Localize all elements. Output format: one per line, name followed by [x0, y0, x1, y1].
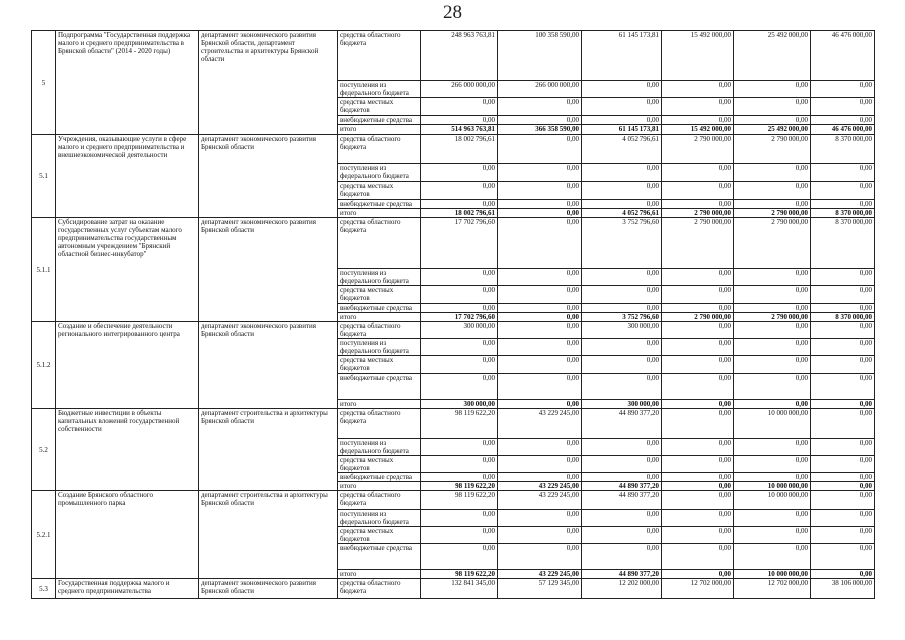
- funding-source: поступления из федерального бюджета: [338, 339, 421, 356]
- amount-cell: 0,00: [498, 313, 582, 322]
- amount-cell: 0,00: [582, 439, 662, 456]
- funding-source: средства местных бюджетов: [338, 456, 421, 473]
- row-name: Создание Брянского областного промышленного парка: [56, 491, 199, 579]
- amount-cell: 0,00: [498, 218, 582, 269]
- funding-source: средства местных бюджетов: [338, 286, 421, 304]
- funding-source: внебюджетные средства: [338, 473, 421, 482]
- amount-cell: 0,00: [421, 164, 498, 182]
- amount-cell: 0,00: [582, 456, 662, 473]
- amount-cell: 0,00: [734, 510, 811, 527]
- table-body: [32, 31, 875, 599]
- amount-cell: 0,00: [734, 116, 811, 125]
- amount-cell: 2 790 000,00: [662, 313, 734, 322]
- amount-cell: 0,00: [811, 322, 875, 339]
- amount-cell: 0,00: [662, 491, 734, 510]
- amount-cell: 0,00: [811, 570, 875, 579]
- amount-cell: 0,00: [498, 527, 582, 544]
- amount-cell: 0,00: [498, 473, 582, 482]
- funding-source: средства местных бюджетов: [338, 527, 421, 544]
- amount-cell: 0,00: [734, 286, 811, 304]
- amount-cell: 17 702 796,60: [421, 218, 498, 269]
- row-executor: департамент экономического развития Брянской области: [199, 218, 338, 322]
- amount-cell: 0,00: [662, 409, 734, 439]
- amount-cell: 132 841 345,00: [421, 579, 498, 599]
- amount-cell: 44 890 377,20: [582, 409, 662, 439]
- amount-cell: 0,00: [498, 400, 582, 409]
- amount-cell: 44 890 377,20: [582, 570, 662, 579]
- amount-cell: 8 370 000,00: [811, 218, 875, 269]
- row-executor: департамент строительства и архитектуры Брянской области: [199, 409, 338, 491]
- amount-cell: 0,00: [662, 200, 734, 209]
- amount-cell: 10 000 000,00: [734, 491, 811, 510]
- funding-source: внебюджетные средства: [338, 116, 421, 125]
- amount-cell: 43 229 245,00: [498, 491, 582, 510]
- page-number: 28: [443, 2, 462, 23]
- amount-cell: 0,00: [811, 510, 875, 527]
- row-executor: департамент экономического развития Брянской области: [199, 579, 338, 599]
- amount-cell: 12 202 000,00: [582, 579, 662, 599]
- funding-source: поступления из федерального бюджета: [338, 81, 421, 98]
- amount-cell: 0,00: [811, 81, 875, 98]
- amount-cell: 25 492 000,00: [734, 31, 811, 81]
- amount-cell: 0,00: [662, 182, 734, 200]
- amount-cell: 0,00: [811, 409, 875, 439]
- amount-cell: 0,00: [811, 116, 875, 125]
- amount-cell: 0,00: [734, 374, 811, 400]
- amount-cell: 0,00: [582, 269, 662, 286]
- amount-cell: 98 119 622,20: [421, 570, 498, 579]
- amount-cell: 0,00: [734, 182, 811, 200]
- funding-source: средства областного бюджета: [338, 491, 421, 510]
- funding-source: итого: [338, 313, 421, 322]
- funding-source: итого: [338, 482, 421, 491]
- amount-cell: 0,00: [662, 527, 734, 544]
- table-row: [32, 409, 875, 439]
- table-row: [32, 31, 875, 81]
- amount-cell: 0,00: [498, 200, 582, 209]
- amount-cell: 0,00: [421, 473, 498, 482]
- row-executor: департамент экономического развития Брянской области, департамент строительства и архитектуры Брянской области: [199, 31, 338, 135]
- amount-cell: 0,00: [811, 374, 875, 400]
- amount-cell: 0,00: [662, 570, 734, 579]
- amount-cell: 266 000 000,00: [498, 81, 582, 98]
- amount-cell: 0,00: [734, 544, 811, 570]
- amount-cell: 0,00: [498, 182, 582, 200]
- amount-cell: 10 000 000,00: [734, 570, 811, 579]
- amount-cell: 10 000 000,00: [734, 409, 811, 439]
- amount-cell: 0,00: [662, 269, 734, 286]
- amount-cell: 0,00: [582, 81, 662, 98]
- amount-cell: 2 790 000,00: [662, 209, 734, 218]
- amount-cell: 0,00: [734, 200, 811, 209]
- funding-source: итого: [338, 400, 421, 409]
- amount-cell: 0,00: [421, 98, 498, 116]
- amount-cell: 0,00: [582, 356, 662, 374]
- amount-cell: 0,00: [498, 510, 582, 527]
- amount-cell: 0,00: [811, 164, 875, 182]
- amount-cell: 12 702 000,00: [734, 579, 811, 599]
- amount-cell: 248 963 763,81: [421, 31, 498, 81]
- table-row: [32, 135, 875, 164]
- amount-cell: 0,00: [498, 135, 582, 164]
- budget-table-container: [31, 30, 874, 599]
- amount-cell: 0,00: [582, 164, 662, 182]
- amount-cell: 0,00: [811, 339, 875, 356]
- funding-source: средства областного бюджета: [338, 135, 421, 164]
- funding-source: внебюджетные средства: [338, 200, 421, 209]
- amount-cell: 0,00: [662, 473, 734, 482]
- amount-cell: 0,00: [498, 98, 582, 116]
- amount-cell: 0,00: [734, 322, 811, 339]
- amount-cell: 0,00: [662, 439, 734, 456]
- amount-cell: 0,00: [582, 304, 662, 313]
- amount-cell: 0,00: [734, 81, 811, 98]
- amount-cell: 0,00: [421, 116, 498, 125]
- table-row: [32, 579, 875, 599]
- row-executor: департамент строительства и архитектуры Брянской области: [199, 491, 338, 579]
- amount-cell: 2 790 000,00: [662, 218, 734, 269]
- row-name: Государственная поддержка малого и среднего предпринимательства: [56, 579, 199, 599]
- funding-source: средства областного бюджета: [338, 218, 421, 269]
- amount-cell: 8 370 000,00: [811, 313, 875, 322]
- amount-cell: 0,00: [734, 439, 811, 456]
- amount-cell: 25 492 000,00: [734, 125, 811, 135]
- amount-cell: 43 229 245,00: [498, 570, 582, 579]
- funding-source: средства областного бюджета: [338, 409, 421, 439]
- amount-cell: 2 790 000,00: [734, 218, 811, 269]
- row-name: Бюджетные инвестиции в объекты капитальных вложений государственной собственности: [56, 409, 199, 491]
- amount-cell: 61 145 173,81: [582, 125, 662, 135]
- amount-cell: 0,00: [811, 456, 875, 473]
- amount-cell: 0,00: [582, 200, 662, 209]
- funding-source: внебюджетные средства: [338, 374, 421, 400]
- amount-cell: 0,00: [498, 439, 582, 456]
- amount-cell: 0,00: [421, 339, 498, 356]
- row-code: 5.1.1: [32, 218, 56, 322]
- amount-cell: 0,00: [421, 527, 498, 544]
- amount-cell: 0,00: [662, 482, 734, 491]
- amount-cell: 0,00: [498, 339, 582, 356]
- amount-cell: 0,00: [421, 182, 498, 200]
- amount-cell: 300 000,00: [582, 322, 662, 339]
- amount-cell: 44 890 377,20: [582, 491, 662, 510]
- amount-cell: 0,00: [811, 473, 875, 482]
- amount-cell: 0,00: [662, 374, 734, 400]
- amount-cell: 0,00: [811, 527, 875, 544]
- amount-cell: 0,00: [498, 544, 582, 570]
- amount-cell: 2 790 000,00: [662, 135, 734, 164]
- amount-cell: 10 000 000,00: [734, 482, 811, 491]
- amount-cell: 0,00: [498, 356, 582, 374]
- amount-cell: 98 119 622,20: [421, 482, 498, 491]
- amount-cell: 8 370 000,00: [811, 209, 875, 218]
- funding-source: поступления из федерального бюджета: [338, 439, 421, 456]
- amount-cell: 0,00: [421, 544, 498, 570]
- row-name: Подпрограмма "Государственная поддержка малого и среднего предпринимательства в Брянской области" (2014 - 2020 годы): [56, 31, 199, 135]
- amount-cell: 0,00: [582, 116, 662, 125]
- amount-cell: 0,00: [734, 456, 811, 473]
- amount-cell: 0,00: [662, 98, 734, 116]
- amount-cell: 98 119 622,20: [421, 409, 498, 439]
- amount-cell: 46 476 000,00: [811, 125, 875, 135]
- amount-cell: 0,00: [421, 456, 498, 473]
- amount-cell: 0,00: [811, 269, 875, 286]
- amount-cell: 0,00: [421, 439, 498, 456]
- amount-cell: 3 752 796,60: [582, 218, 662, 269]
- amount-cell: 0,00: [811, 491, 875, 510]
- funding-source: итого: [338, 125, 421, 135]
- amount-cell: 17 702 796,60: [421, 313, 498, 322]
- amount-cell: 0,00: [662, 400, 734, 409]
- amount-cell: 8 370 000,00: [811, 135, 875, 164]
- amount-cell: 0,00: [662, 456, 734, 473]
- amount-cell: 0,00: [811, 98, 875, 116]
- amount-cell: 0,00: [734, 269, 811, 286]
- amount-cell: 0,00: [582, 527, 662, 544]
- amount-cell: 43 229 245,00: [498, 409, 582, 439]
- amount-cell: 0,00: [811, 482, 875, 491]
- amount-cell: 0,00: [662, 510, 734, 527]
- amount-cell: 15 492 000,00: [662, 31, 734, 81]
- funding-source: итого: [338, 209, 421, 218]
- row-code: 5.1.2: [32, 322, 56, 409]
- amount-cell: 0,00: [421, 356, 498, 374]
- table-row: [32, 491, 875, 510]
- amount-cell: 300 000,00: [582, 400, 662, 409]
- amount-cell: 0,00: [498, 269, 582, 286]
- amount-cell: 0,00: [734, 98, 811, 116]
- amount-cell: 0,00: [734, 339, 811, 356]
- amount-cell: 3 752 796,60: [582, 313, 662, 322]
- amount-cell: 2 790 000,00: [734, 209, 811, 218]
- amount-cell: 0,00: [421, 374, 498, 400]
- amount-cell: 0,00: [498, 374, 582, 400]
- amount-cell: 0,00: [498, 286, 582, 304]
- amount-cell: 0,00: [662, 164, 734, 182]
- amount-cell: 0,00: [662, 81, 734, 98]
- row-code: 5.1: [32, 135, 56, 218]
- amount-cell: 44 890 377,20: [582, 482, 662, 491]
- funding-source: поступления из федерального бюджета: [338, 269, 421, 286]
- amount-cell: 0,00: [421, 286, 498, 304]
- amount-cell: 0,00: [582, 182, 662, 200]
- amount-cell: 100 358 590,00: [498, 31, 582, 81]
- amount-cell: 0,00: [421, 269, 498, 286]
- amount-cell: 0,00: [734, 356, 811, 374]
- row-code: 5: [32, 31, 56, 135]
- amount-cell: 0,00: [498, 322, 582, 339]
- row-name: Учреждения, оказывающие услуги в сфере малого и среднего предпринимательства и внешнеэкономической деятельности: [56, 135, 199, 218]
- amount-cell: 0,00: [582, 374, 662, 400]
- amount-cell: 0,00: [582, 286, 662, 304]
- row-executor: департамент экономического развития Брянской области: [199, 322, 338, 409]
- amount-cell: 266 000 000,00: [421, 81, 498, 98]
- row-name: Субсидирование затрат на оказание государственных услуг субъектам малого предпринимательства государственным автономным учреждением "Брянский областной бизнес-инкубатор": [56, 218, 199, 322]
- amount-cell: 0,00: [734, 164, 811, 182]
- table-row: [32, 218, 875, 269]
- amount-cell: 0,00: [811, 544, 875, 570]
- table-row: [32, 322, 875, 339]
- row-code: 5.2: [32, 409, 56, 491]
- amount-cell: 0,00: [811, 439, 875, 456]
- amount-cell: 4 052 796,61: [582, 209, 662, 218]
- funding-source: средства местных бюджетов: [338, 356, 421, 374]
- amount-cell: 43 229 245,00: [498, 482, 582, 491]
- amount-cell: 0,00: [582, 339, 662, 356]
- amount-cell: 0,00: [498, 164, 582, 182]
- amount-cell: 12 702 000,00: [662, 579, 734, 599]
- amount-cell: 0,00: [811, 356, 875, 374]
- amount-cell: 18 002 796,61: [421, 135, 498, 164]
- funding-source: средства областного бюджета: [338, 579, 421, 599]
- row-code: 5.3: [32, 579, 56, 599]
- amount-cell: 0,00: [582, 98, 662, 116]
- amount-cell: 366 358 590,00: [498, 125, 582, 135]
- amount-cell: 0,00: [662, 286, 734, 304]
- funding-source: внебюджетные средства: [338, 304, 421, 313]
- amount-cell: 0,00: [421, 200, 498, 209]
- amount-cell: 514 963 763,81: [421, 125, 498, 135]
- funding-source: поступления из федерального бюджета: [338, 510, 421, 527]
- amount-cell: 300 000,00: [421, 322, 498, 339]
- amount-cell: 0,00: [662, 116, 734, 125]
- amount-cell: 0,00: [582, 510, 662, 527]
- amount-cell: 0,00: [811, 304, 875, 313]
- amount-cell: 0,00: [498, 456, 582, 473]
- funding-source: итого: [338, 570, 421, 579]
- amount-cell: 61 145 173,81: [582, 31, 662, 81]
- funding-source: внебюджетные средства: [338, 544, 421, 570]
- amount-cell: 18 002 796,61: [421, 209, 498, 218]
- amount-cell: 98 119 622,20: [421, 491, 498, 510]
- amount-cell: 0,00: [734, 400, 811, 409]
- amount-cell: 4 052 796,61: [582, 135, 662, 164]
- amount-cell: 46 476 000,00: [811, 31, 875, 81]
- amount-cell: 300 000,00: [421, 400, 498, 409]
- row-name: Создание и обеспечение деятельности регионального интегрированного центра: [56, 322, 199, 409]
- budget-table: [31, 30, 875, 599]
- amount-cell: 0,00: [582, 544, 662, 570]
- amount-cell: 0,00: [811, 400, 875, 409]
- amount-cell: 0,00: [662, 339, 734, 356]
- funding-source: средства областного бюджета: [338, 31, 421, 81]
- row-code: 5.2.1: [32, 491, 56, 579]
- funding-source: средства областного бюджета: [338, 322, 421, 339]
- amount-cell: 0,00: [811, 182, 875, 200]
- amount-cell: 0,00: [662, 356, 734, 374]
- row-executor: департамент экономического развития Брянской области: [199, 135, 338, 218]
- funding-source: поступления из федерального бюджета: [338, 164, 421, 182]
- funding-source: средства местных бюджетов: [338, 98, 421, 116]
- amount-cell: 2 790 000,00: [734, 313, 811, 322]
- amount-cell: 0,00: [582, 473, 662, 482]
- amount-cell: 0,00: [734, 473, 811, 482]
- amount-cell: 0,00: [811, 200, 875, 209]
- amount-cell: 38 106 000,00: [811, 579, 875, 599]
- amount-cell: 57 129 345,00: [498, 579, 582, 599]
- amount-cell: 0,00: [498, 116, 582, 125]
- amount-cell: 0,00: [421, 304, 498, 313]
- funding-source: средства местных бюджетов: [338, 182, 421, 200]
- amount-cell: 0,00: [662, 322, 734, 339]
- amount-cell: 0,00: [662, 544, 734, 570]
- amount-cell: 0,00: [662, 304, 734, 313]
- amount-cell: 0,00: [734, 304, 811, 313]
- amount-cell: 0,00: [421, 510, 498, 527]
- amount-cell: 2 790 000,00: [734, 135, 811, 164]
- amount-cell: 0,00: [498, 209, 582, 218]
- amount-cell: 0,00: [734, 527, 811, 544]
- amount-cell: 15 492 000,00: [662, 125, 734, 135]
- amount-cell: 0,00: [498, 304, 582, 313]
- amount-cell: 0,00: [811, 286, 875, 304]
